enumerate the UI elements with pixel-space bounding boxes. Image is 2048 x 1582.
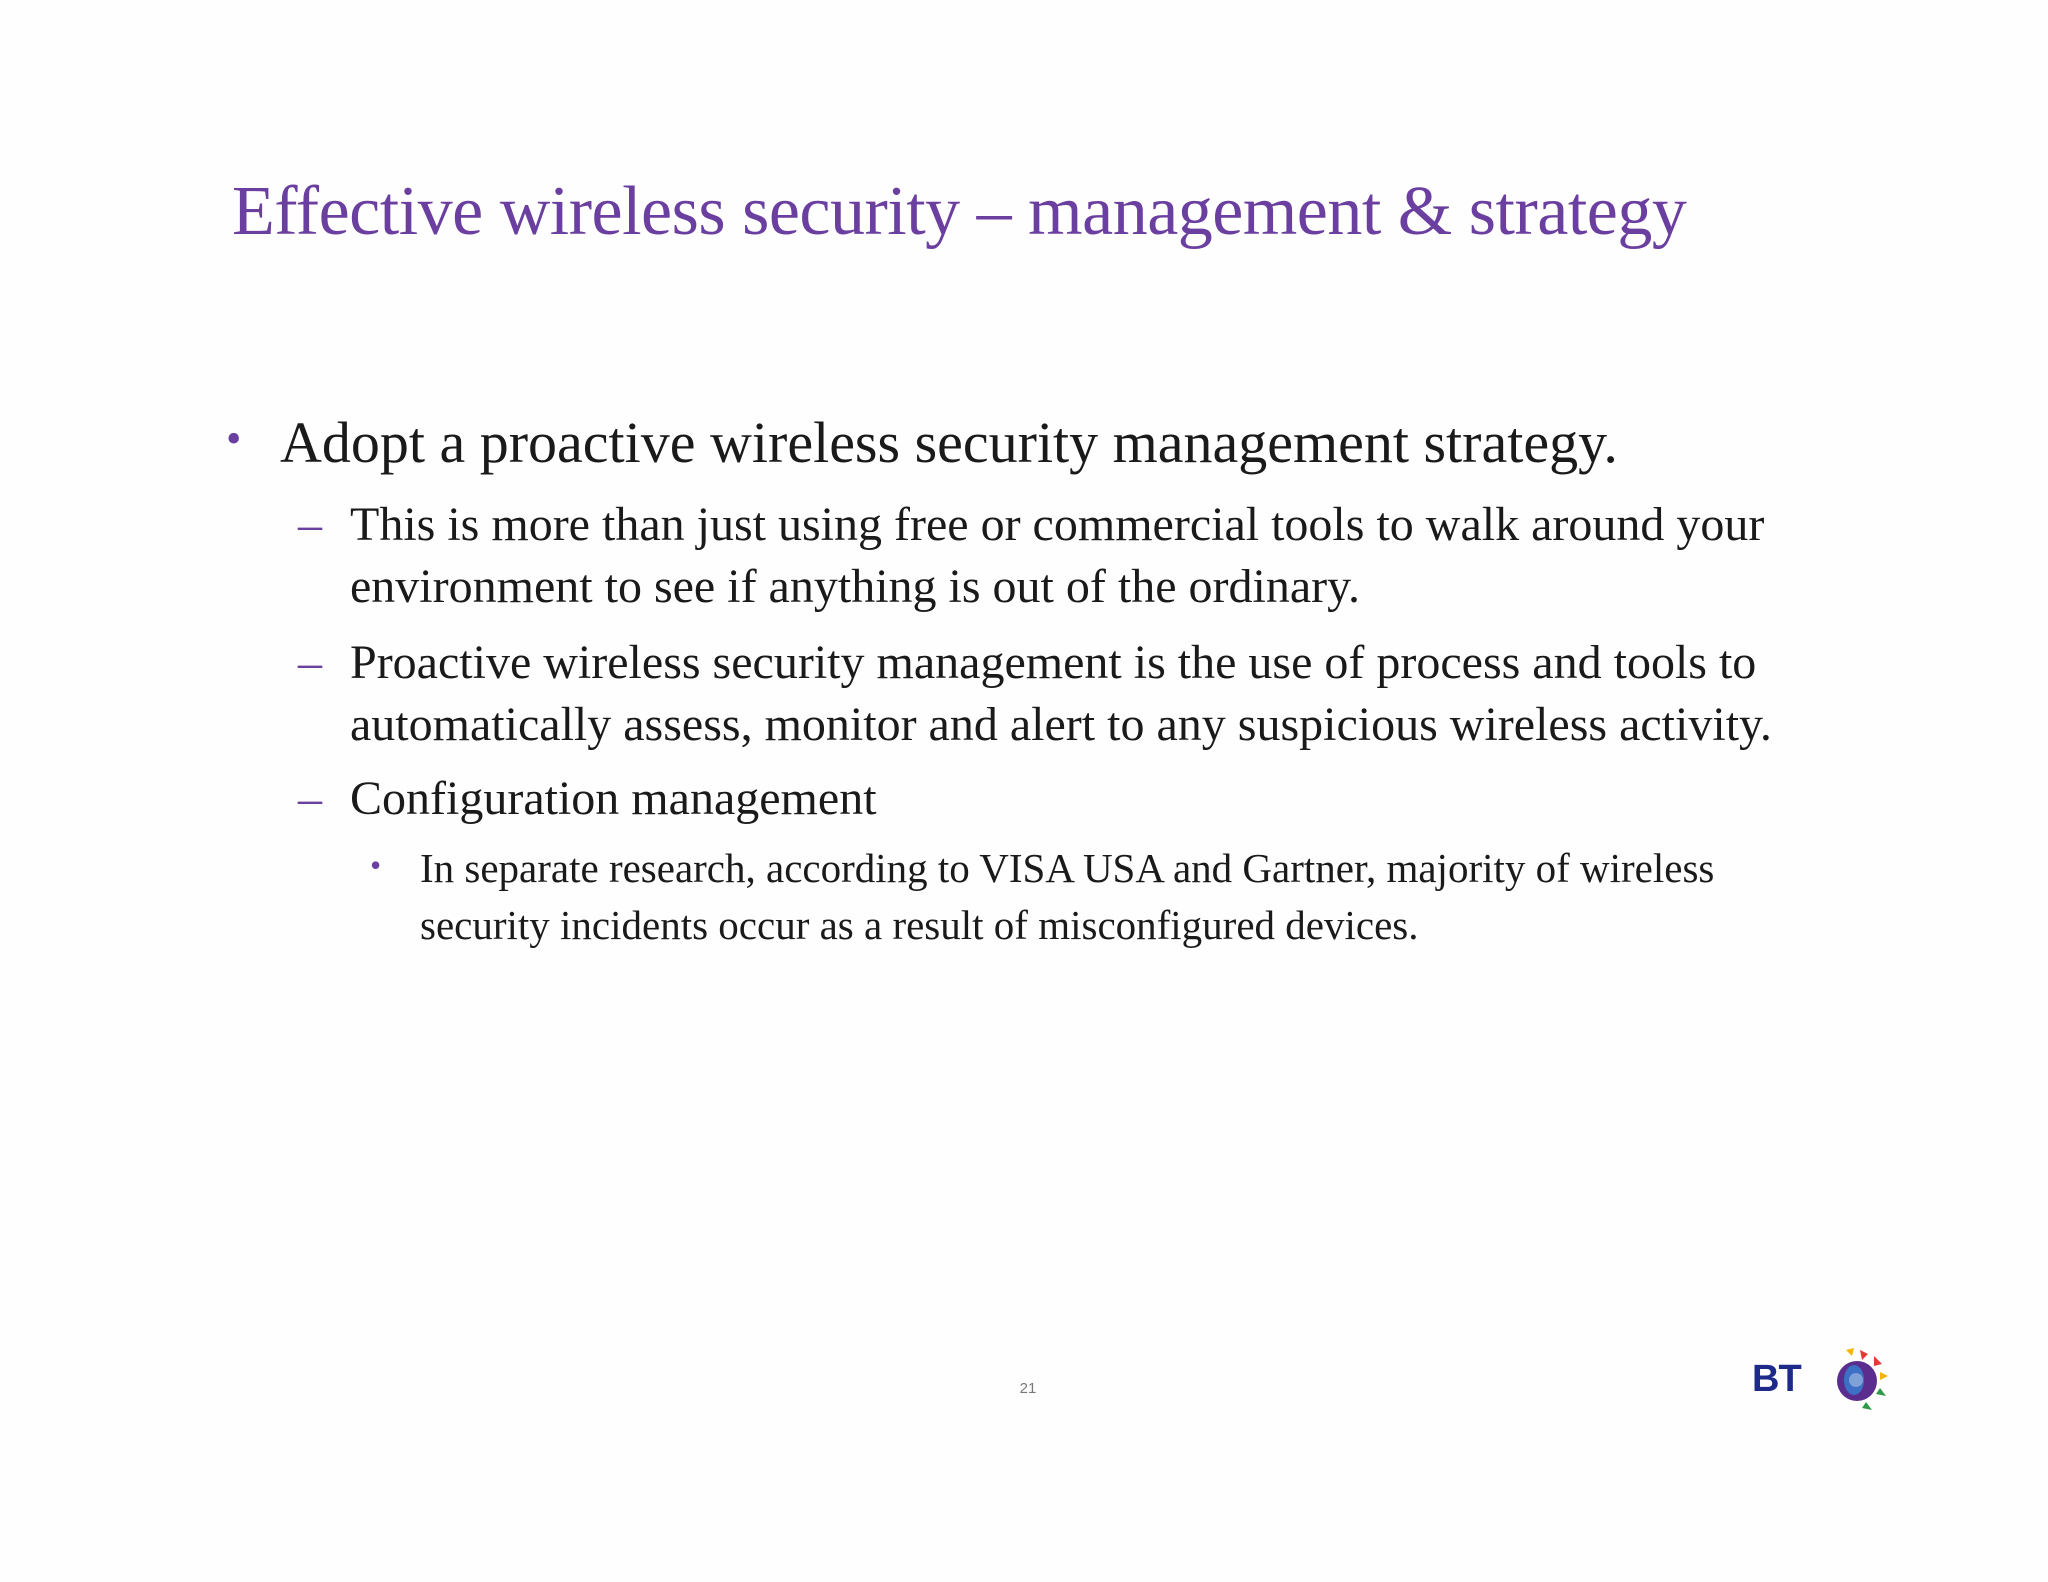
- main-bullet-text: Adopt a proactive wireless security management strategy.: [280, 410, 1618, 475]
- bt-logo: [1752, 1346, 1892, 1414]
- dash-marker: –: [298, 498, 322, 551]
- sub-bullet-text: This is more than just using free or commercial tools to walk around your environment to see if anything is out of the ordinary.: [350, 498, 1765, 613]
- sub-bullet-text: Proactive wireless security management is the use of process and tools to automatically assess, monitor and alert to any suspicious wireless activity.: [350, 636, 1772, 751]
- sub-bullet-text: Configuration management: [350, 772, 877, 825]
- logo-text: BT: [1752, 1358, 1801, 1400]
- slide-title: Effective wireless security – management & strategy: [232, 173, 1687, 250]
- sub-sub-bullet-text: In separate research, according to VISA USA and Gartner, majority of wireless security incidents occur as a result of misconfigured devices.: [420, 845, 1715, 948]
- dash-marker: –: [298, 636, 322, 689]
- bt-piper-logo-icon: [1824, 1346, 1890, 1412]
- page-number: 21: [1019, 1380, 1037, 1397]
- bullet-marker: •: [370, 847, 382, 883]
- dash-marker: –: [298, 772, 322, 825]
- bullet-marker: •: [226, 414, 242, 463]
